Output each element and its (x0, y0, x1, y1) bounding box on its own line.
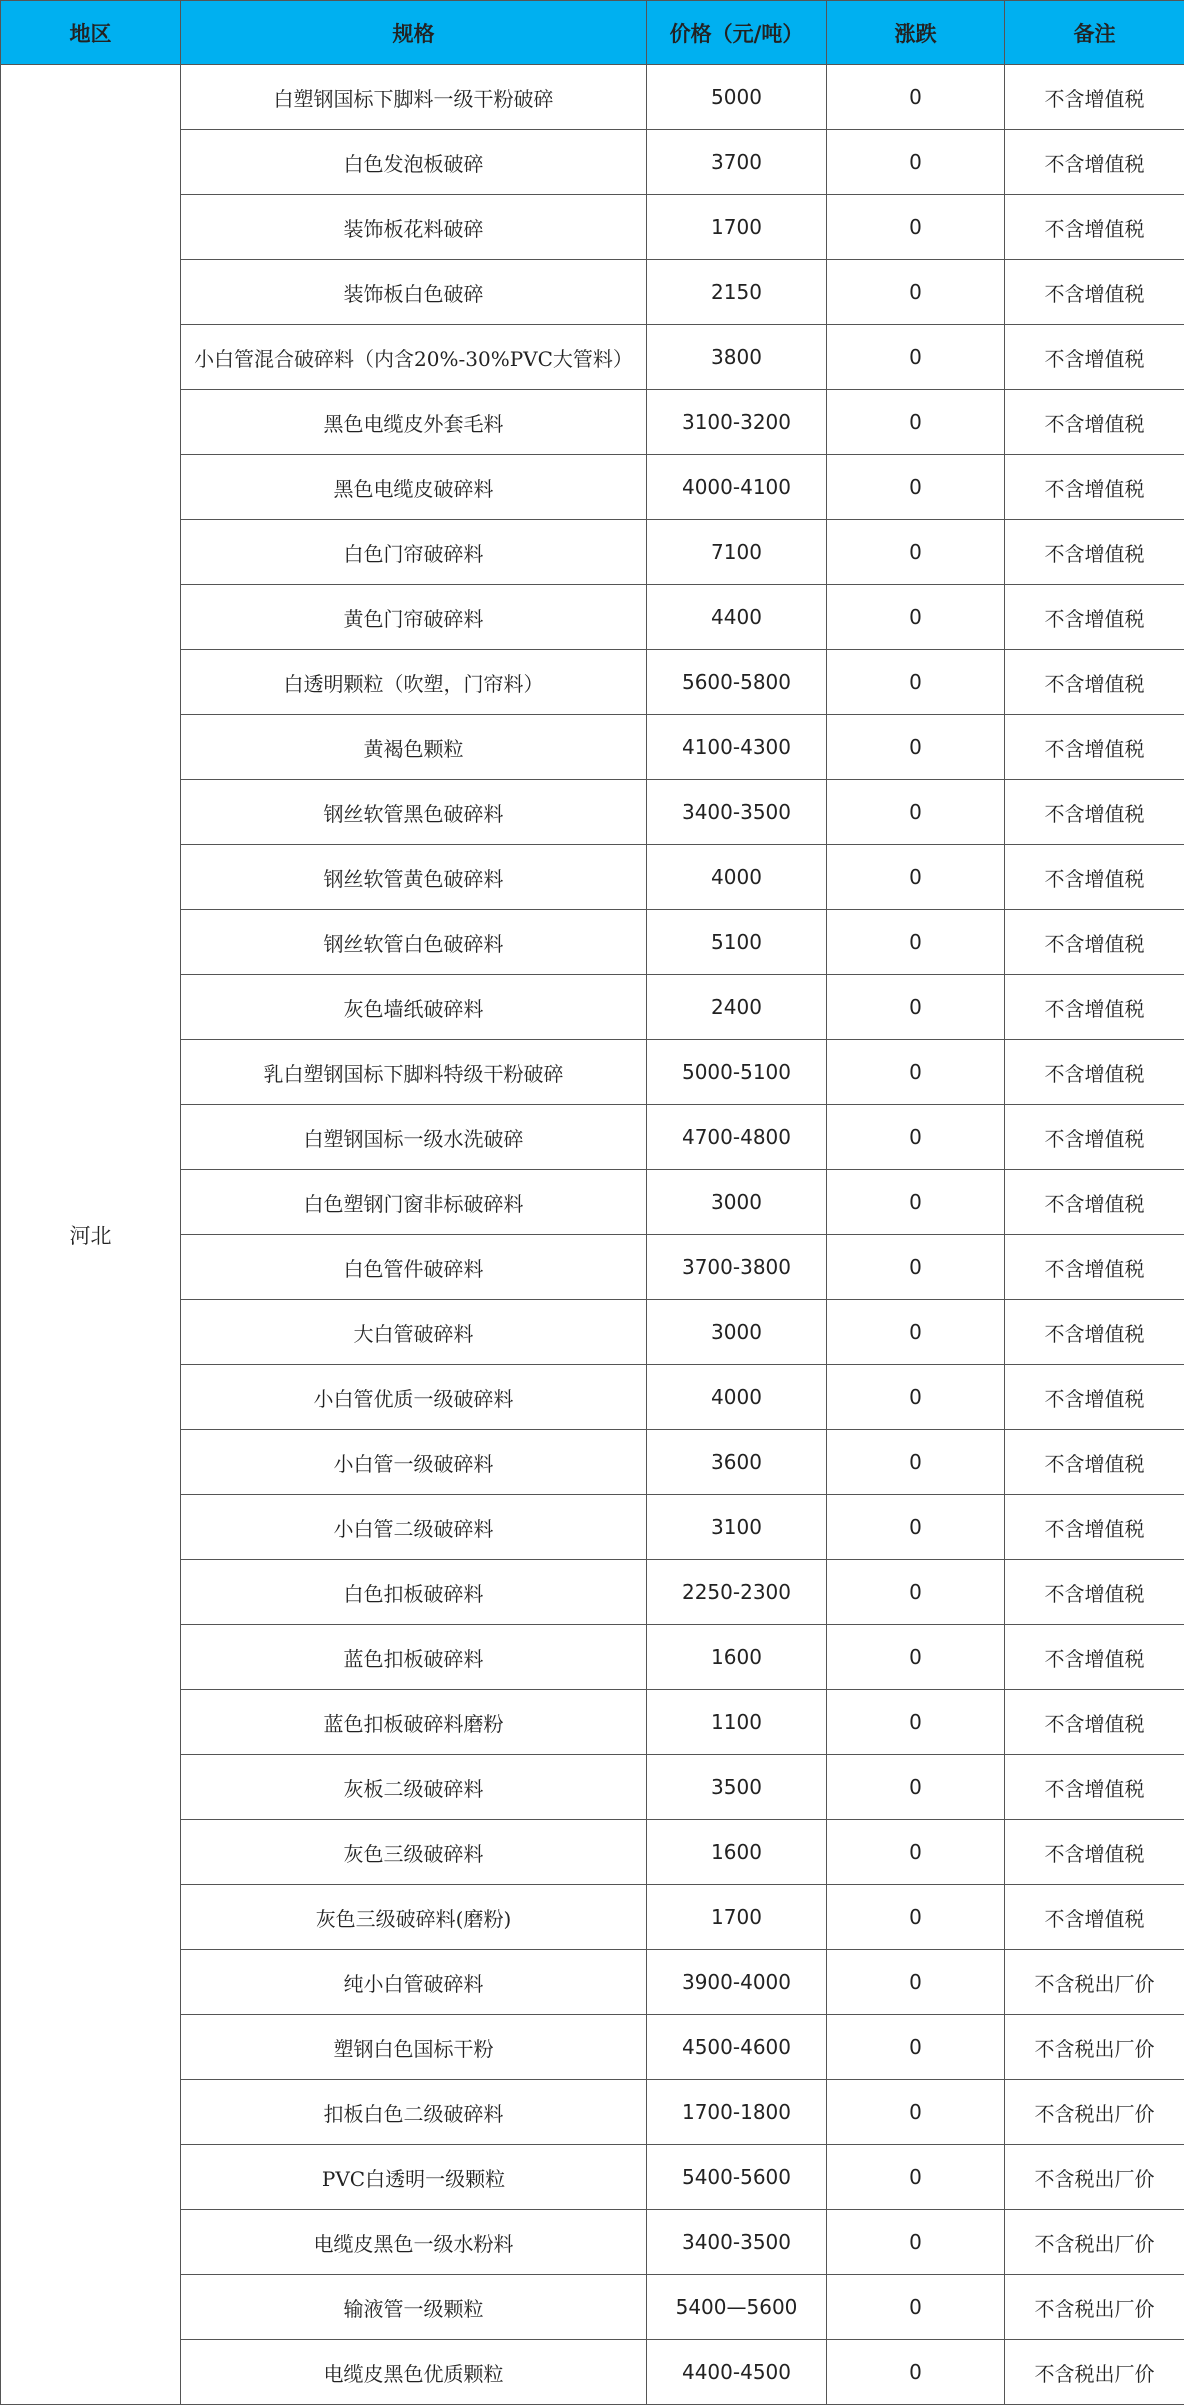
note-cell: 不含增值税 (1005, 1755, 1184, 1820)
change-cell: 0 (827, 1105, 1005, 1170)
note-cell: 不含增值税 (1005, 1365, 1184, 1430)
note-cell: 不含增值税 (1005, 780, 1184, 845)
change-cell: 0 (827, 1495, 1005, 1560)
spec-cell: 塑钢白色国标干粉 (181, 2015, 647, 2080)
price-cell: 3400-3500 (647, 2210, 827, 2275)
price-cell: 5000 (647, 65, 827, 130)
spec-cell: PVC白透明一级颗粒 (181, 2145, 647, 2210)
price-cell: 3500 (647, 1755, 827, 1820)
price-cell: 1700-1800 (647, 2080, 827, 2145)
note-cell: 不含增值税 (1005, 1105, 1184, 1170)
spec-cell: 小白管二级破碎料 (181, 1495, 647, 1560)
price-cell: 2150 (647, 260, 827, 325)
change-cell: 0 (827, 390, 1005, 455)
note-cell: 不含增值税 (1005, 845, 1184, 910)
note-cell: 不含税出厂价 (1005, 2275, 1184, 2340)
price-cell: 3400-3500 (647, 780, 827, 845)
spec-cell: 装饰板花料破碎 (181, 195, 647, 260)
spec-cell: 白色管件破碎料 (181, 1235, 647, 1300)
spec-cell: 大白管破碎料 (181, 1300, 647, 1365)
note-cell: 不含税出厂价 (1005, 2210, 1184, 2275)
spec-cell: 黄色门帘破碎料 (181, 585, 647, 650)
price-cell: 4700-4800 (647, 1105, 827, 1170)
change-cell: 0 (827, 1560, 1005, 1625)
note-cell: 不含增值税 (1005, 585, 1184, 650)
change-cell: 0 (827, 975, 1005, 1040)
change-cell: 0 (827, 1625, 1005, 1690)
spec-cell: 白塑钢国标下脚料一级干粉破碎 (181, 65, 647, 130)
change-cell: 0 (827, 910, 1005, 975)
note-cell: 不含增值税 (1005, 1430, 1184, 1495)
change-cell: 0 (827, 130, 1005, 195)
note-cell: 不含增值税 (1005, 65, 1184, 130)
price-cell: 4100-4300 (647, 715, 827, 780)
change-cell: 0 (827, 2080, 1005, 2145)
change-cell: 0 (827, 1170, 1005, 1235)
change-cell: 0 (827, 1300, 1005, 1365)
note-cell: 不含增值税 (1005, 260, 1184, 325)
change-cell: 0 (827, 715, 1005, 780)
spec-cell: 电缆皮黑色优质颗粒 (181, 2340, 647, 2405)
price-cell: 5000-5100 (647, 1040, 827, 1105)
header-row (1, 1, 1184, 65)
note-cell: 不含增值税 (1005, 455, 1184, 520)
note-cell: 不含税出厂价 (1005, 2015, 1184, 2080)
price-cell: 4000 (647, 845, 827, 910)
change-cell: 0 (827, 455, 1005, 520)
price-cell: 1600 (647, 1820, 827, 1885)
header-change: 涨跌 (827, 1, 1005, 65)
price-cell: 3600 (647, 1430, 827, 1495)
change-cell: 0 (827, 1365, 1005, 1430)
note-cell: 不含增值税 (1005, 1235, 1184, 1300)
note-cell: 不含增值税 (1005, 715, 1184, 780)
change-cell: 0 (827, 650, 1005, 715)
note-cell: 不含增值税 (1005, 325, 1184, 390)
note-cell: 不含增值税 (1005, 520, 1184, 585)
note-cell: 不含税出厂价 (1005, 2340, 1184, 2405)
change-cell: 0 (827, 2145, 1005, 2210)
spec-cell: 白色发泡板破碎 (181, 130, 647, 195)
spec-cell: 黄褐色颗粒 (181, 715, 647, 780)
note-cell: 不含增值税 (1005, 650, 1184, 715)
price-cell: 3700 (647, 130, 827, 195)
note-cell: 不含增值税 (1005, 1560, 1184, 1625)
spec-cell: 蓝色扣板破碎料 (181, 1625, 647, 1690)
spec-cell: 输液管一级颗粒 (181, 2275, 647, 2340)
change-cell: 0 (827, 195, 1005, 260)
change-cell: 0 (827, 1755, 1005, 1820)
spec-cell: 灰色三级破碎料(磨粉) (181, 1885, 647, 1950)
spec-cell: 黑色电缆皮外套毛料 (181, 390, 647, 455)
note-cell: 不含增值税 (1005, 1495, 1184, 1560)
spec-cell: 黑色电缆皮破碎料 (181, 455, 647, 520)
spec-cell: 扣板白色二级破碎料 (181, 2080, 647, 2145)
change-cell: 0 (827, 520, 1005, 585)
change-cell: 0 (827, 2275, 1005, 2340)
change-cell: 0 (827, 1235, 1005, 1300)
change-cell: 0 (827, 1690, 1005, 1755)
change-cell: 0 (827, 1950, 1005, 2015)
price-cell: 7100 (647, 520, 827, 585)
change-cell: 0 (827, 2340, 1005, 2405)
note-cell: 不含增值税 (1005, 1625, 1184, 1690)
note-cell: 不含增值税 (1005, 910, 1184, 975)
spec-cell: 灰色墙纸破碎料 (181, 975, 647, 1040)
change-cell: 0 (827, 325, 1005, 390)
price-cell: 2400 (647, 975, 827, 1040)
note-cell: 不含增值税 (1005, 1690, 1184, 1755)
price-cell: 4000 (647, 1365, 827, 1430)
spec-cell: 白塑钢国标一级水洗破碎 (181, 1105, 647, 1170)
spec-cell: 小白管优质一级破碎料 (181, 1365, 647, 1430)
note-cell: 不含增值税 (1005, 1820, 1184, 1885)
change-cell: 0 (827, 585, 1005, 650)
spec-cell: 钢丝软管白色破碎料 (181, 910, 647, 975)
price-cell: 3000 (647, 1170, 827, 1235)
table-body (1, 65, 1184, 2405)
price-cell: 5400—5600 (647, 2275, 827, 2340)
note-cell: 不含增值税 (1005, 1885, 1184, 1950)
header-price: 价格（元/吨） (647, 1, 827, 65)
price-cell: 3100-3200 (647, 390, 827, 455)
price-cell: 3900-4000 (647, 1950, 827, 2015)
price-cell: 5600-5800 (647, 650, 827, 715)
spec-cell: 小白管一级破碎料 (181, 1430, 647, 1495)
spec-cell: 纯小白管破碎料 (181, 1950, 647, 2015)
price-cell: 4400-4500 (647, 2340, 827, 2405)
change-cell: 0 (827, 1820, 1005, 1885)
price-cell: 1600 (647, 1625, 827, 1690)
price-cell: 3700-3800 (647, 1235, 827, 1300)
spec-cell: 蓝色扣板破碎料磨粉 (181, 1690, 647, 1755)
spec-cell: 白色门帘破碎料 (181, 520, 647, 585)
note-cell: 不含税出厂价 (1005, 1950, 1184, 2015)
spec-cell: 白色扣板破碎料 (181, 1560, 647, 1625)
change-cell: 0 (827, 2015, 1005, 2080)
spec-cell: 白色塑钢门窗非标破碎料 (181, 1170, 647, 1235)
spec-cell: 钢丝软管黑色破碎料 (181, 780, 647, 845)
price-cell: 2250-2300 (647, 1560, 827, 1625)
change-cell: 0 (827, 1885, 1005, 1950)
spec-cell: 白透明颗粒（吹塑，门帘料） (181, 650, 647, 715)
change-cell: 0 (827, 780, 1005, 845)
change-cell: 0 (827, 2210, 1005, 2275)
price-cell: 5100 (647, 910, 827, 975)
header-spec: 规格 (181, 1, 647, 65)
header-note: 备注 (1005, 1, 1184, 65)
note-cell: 不含增值税 (1005, 1170, 1184, 1235)
note-cell: 不含增值税 (1005, 390, 1184, 455)
change-cell: 0 (827, 260, 1005, 325)
spec-cell: 电缆皮黑色一级水粉料 (181, 2210, 647, 2275)
note-cell: 不含税出厂价 (1005, 2145, 1184, 2210)
spec-cell: 灰板二级破碎料 (181, 1755, 647, 1820)
price-cell: 1700 (647, 195, 827, 260)
header-region: 地区 (1, 1, 181, 65)
change-cell: 0 (827, 1430, 1005, 1495)
note-cell: 不含增值税 (1005, 130, 1184, 195)
spec-cell: 小白管混合破碎料（内含20%-30%PVC大管料） (181, 325, 647, 390)
table-row (1, 65, 1184, 130)
spec-cell: 乳白塑钢国标下脚料特级干粉破碎 (181, 1040, 647, 1105)
price-cell: 3100 (647, 1495, 827, 1560)
price-cell: 5400-5600 (647, 2145, 827, 2210)
note-cell: 不含增值税 (1005, 195, 1184, 260)
spec-cell: 灰色三级破碎料 (181, 1820, 647, 1885)
price-cell: 3000 (647, 1300, 827, 1365)
spec-cell: 装饰板白色破碎 (181, 260, 647, 325)
spec-cell: 钢丝软管黄色破碎料 (181, 845, 647, 910)
price-cell: 3800 (647, 325, 827, 390)
note-cell: 不含增值税 (1005, 1300, 1184, 1365)
change-cell: 0 (827, 1040, 1005, 1105)
change-cell: 0 (827, 845, 1005, 910)
price-cell: 1100 (647, 1690, 827, 1755)
change-cell: 0 (827, 65, 1005, 130)
region-cell: 河北 (1, 65, 181, 2405)
note-cell: 不含增值税 (1005, 1040, 1184, 1105)
price-cell: 4500-4600 (647, 2015, 827, 2080)
price-cell: 4000-4100 (647, 455, 827, 520)
note-cell: 不含增值税 (1005, 975, 1184, 1040)
price-cell: 1700 (647, 1885, 827, 1950)
note-cell: 不含税出厂价 (1005, 2080, 1184, 2145)
price-cell: 4400 (647, 585, 827, 650)
